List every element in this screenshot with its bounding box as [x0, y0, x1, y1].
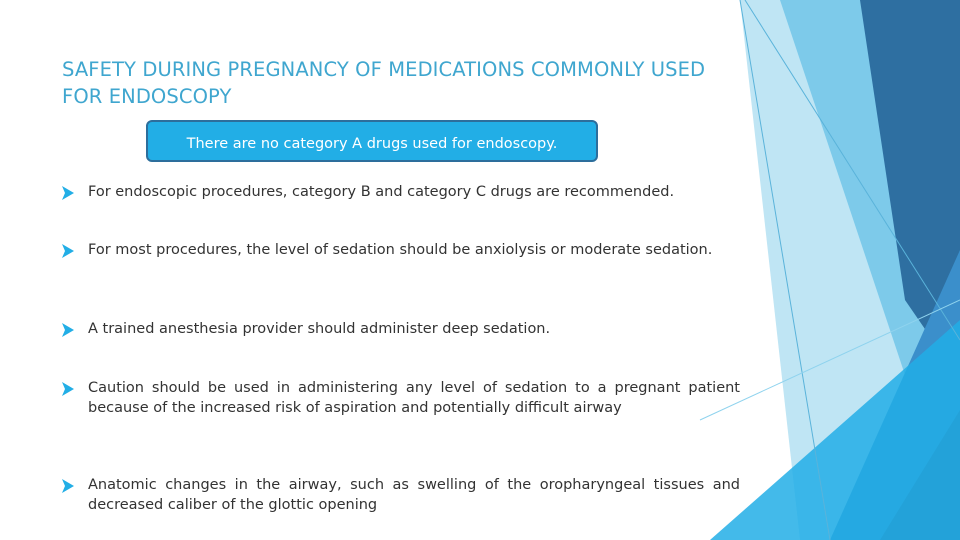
diamond-bullet-icon — [60, 186, 74, 200]
slide-title: SAFETY DURING PREGNANCY OF MEDICATIONS COMMONLY USED FOR ENDOSCOPY — [62, 58, 706, 108]
bullet-text: Caution should be used in administering any level of sedation to a pregnant patient because of the increased risk of aspiration and potentially difficult airway — [88, 380, 740, 416]
diamond-bullet-icon — [60, 479, 74, 493]
bullet-text: A trained anesthesia provider should administer deep sedation. — [88, 321, 551, 337]
diamond-bullet-icon — [60, 323, 74, 337]
diamond-bullet-icon — [60, 244, 74, 258]
callout-box: There are no category A drugs used for endoscopy. — [146, 120, 598, 162]
bullet-text: For most procedures, the level of sedation should be anxiolysis or moderate sedation. — [88, 242, 713, 258]
diamond-bullet-icon — [60, 382, 74, 396]
bullet-text: For endoscopic procedures, category B and category C drugs are recommended. — [88, 184, 675, 200]
bullet-text: Anatomic changes in the airway, such as swelling of the oropharyngeal tissues and decreased caliber of the glottic opening — [88, 477, 740, 513]
